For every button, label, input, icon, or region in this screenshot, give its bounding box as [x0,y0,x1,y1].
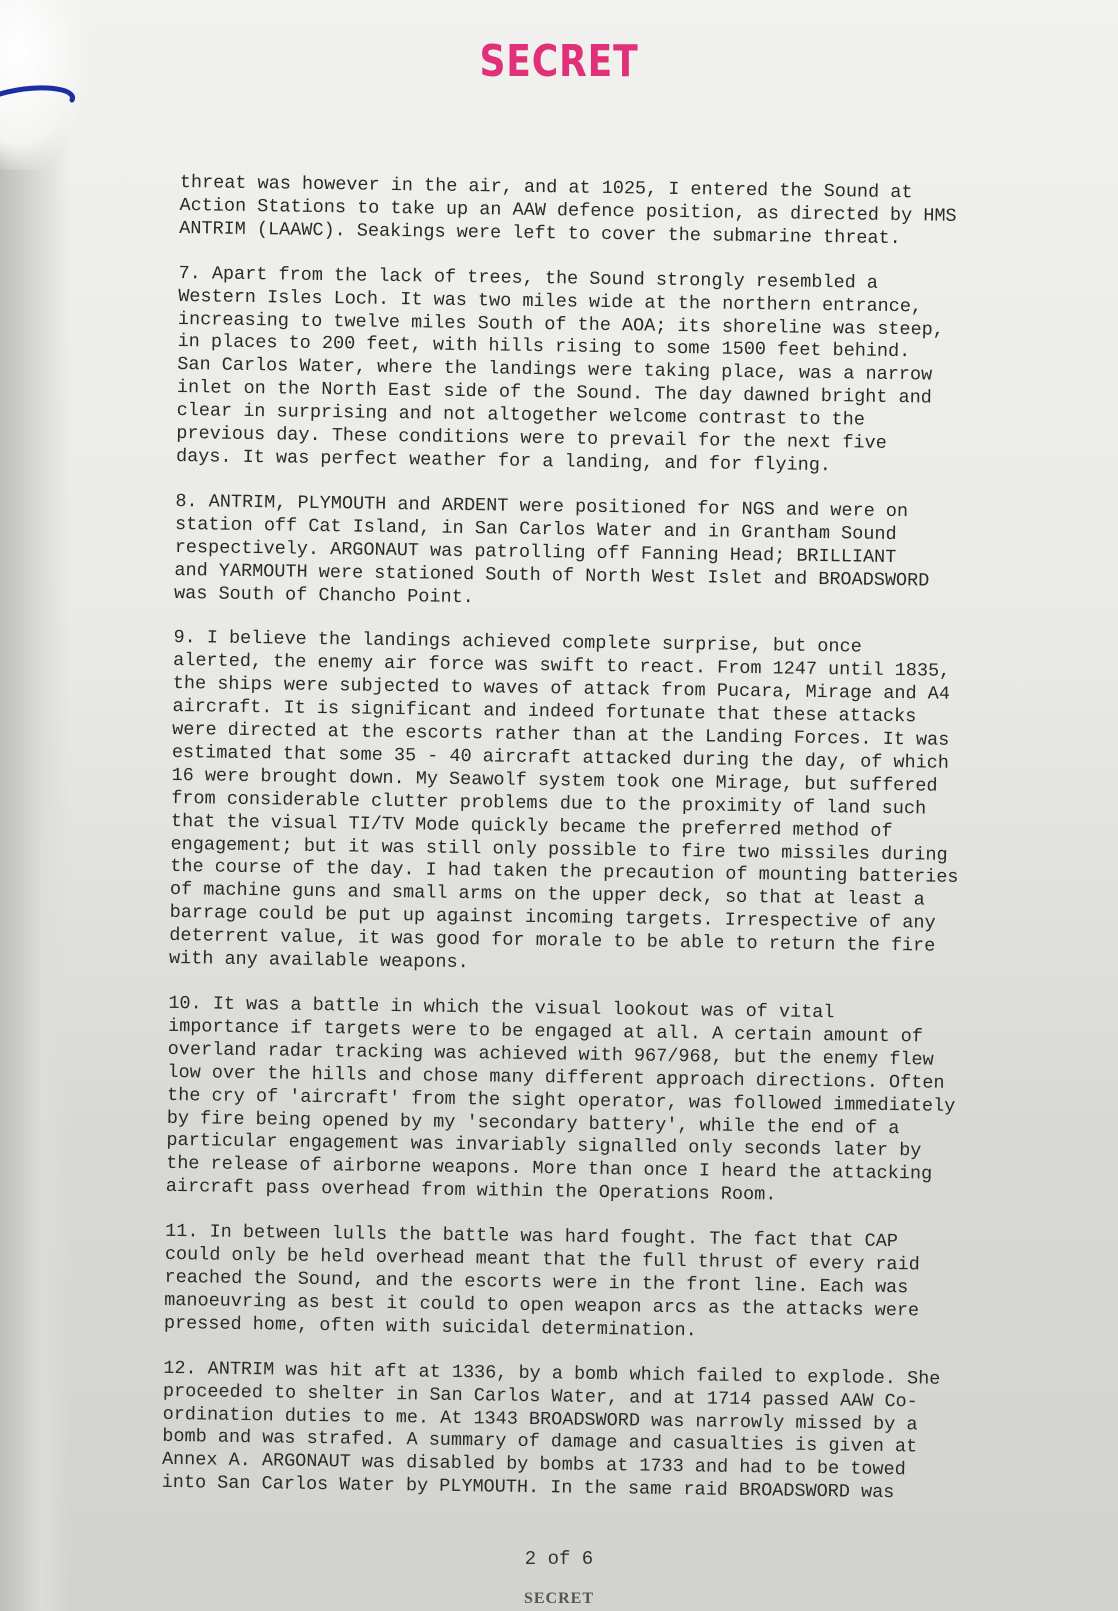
paragraph-8: 8. ANTRIM, PLYMOUTH and ARDENT were positioned for NGS and were on station off Cat Island, in San Carlos Water and in Grantham Sound respectively. ARGONAUT was patrolling off Fanning Head; BRILLIANT and YARMOUTH were stationed South of North West Islet and BROADSWORD was South of Chancho Point. [173,490,930,608]
paragraph-9: 9. I believe the landings achieved complete surprise, but once alerted, the enemy air force was swift to react. From 1247 until 1835, the ships were subjected to waves of attack from Pucara, Mirage and A4 aircraft. It is significant and indeed fortunate that these attacks were directed at the escorts rather than at the Landing Forces. It was estimated that some 35 - 40 aircraft attacked during the day, of which 16 were brought down. My Seawolf system took one Mirage, but suffered from considerable clutter problems due to the proximity of land such that the visual TI/TV Mode quickly became the preferred method of engagement; but it was still only possible to fire two missiles during the course of the day. I had taken the precaution of mounting batteries of machine guns and small arms on the upper deck, so that at least a barrage could be put up against incoming targets. Irrespective of any deterrent value, it was good for morale to be able to return the fire with any available weapons. [168,627,959,974]
classification-stamp-bottom: SECRET [523,1590,595,1607]
paragraph-7: 7. Apart from the lack of trees, the Sound strongly resembled a Western Isles Loch. It was two miles wide at the northern entrance, increasing to twelve miles South of the AOA; its shoreline was steep, in places to 200 feet, with hills rising to some 1500 feet behind. San Carlos Water, where the landings were taking place, was a narrow inlet on the North East side of the Sound. The day dawned bright and clear in surprising and not altogether welcome contrast to the previous day. These conditions were to prevail for the next five days. It was perfect weather for a landing, and for flying. [175,262,945,477]
page-number: 2 of 6 [524,1548,594,1570]
paragraph-continuation: threat was however in the air, and at 1025, I entered the Sound at Action Stations to take up an AAW defence position, as directed by HMS ANTRIM (LAAWC). Seakings were left to cover the submarine threat. [179,172,957,249]
classification-stamp-top: SECRET [479,36,639,87]
paragraph-11: 11. In between lulls the battle was hard fought. The fact that CAP could only be held overhead meant that the full thrust of every raid reached the Sound, and the escorts were in the front line. Each was manoeuvring as best it could to open weapon arcs as the attacks were pressed home, often with suicidal determination. [163,1221,920,1342]
paragraph-10: 10. It was a battle in which the visual lookout was of vital importance if targets were to be engaged at all. A certain amount of overland radar tracking was achieved with 967/968, but the enemy flew low over the hills and chose many different approach directions. Often the cry of 'aircraft' from the sight operator, was followed immediately by fire being opened by my 'secondary battery', while the end of a particular engagement was invariably signalled only seconds later by the release of airborne weapons. More than once I heard the attacking aircraft pass overhead from within the Operations Room. [165,992,956,1206]
treasury-tag-icon [0,78,78,108]
page-edge-shadow [0,0,70,1611]
paragraph-12: 12. ANTRIM was hit aft at 1336, by a bomb which failed to explode. She proceeded to shelter in San Carlos Water, and at 1714 passed AAW Co- ordination duties to me. At 1343 BROADSWORD was narrowly missed by a bomb and was strafed. A summary of damage and casualties is given at Annex A. ARGONAUT was disabled by bombs at 1733 and had to be towed into San Carlos Water by PLYMOUTH. In the same raid BROADSWORD was [161,1357,941,1504]
document-body [161,172,1000,1528]
